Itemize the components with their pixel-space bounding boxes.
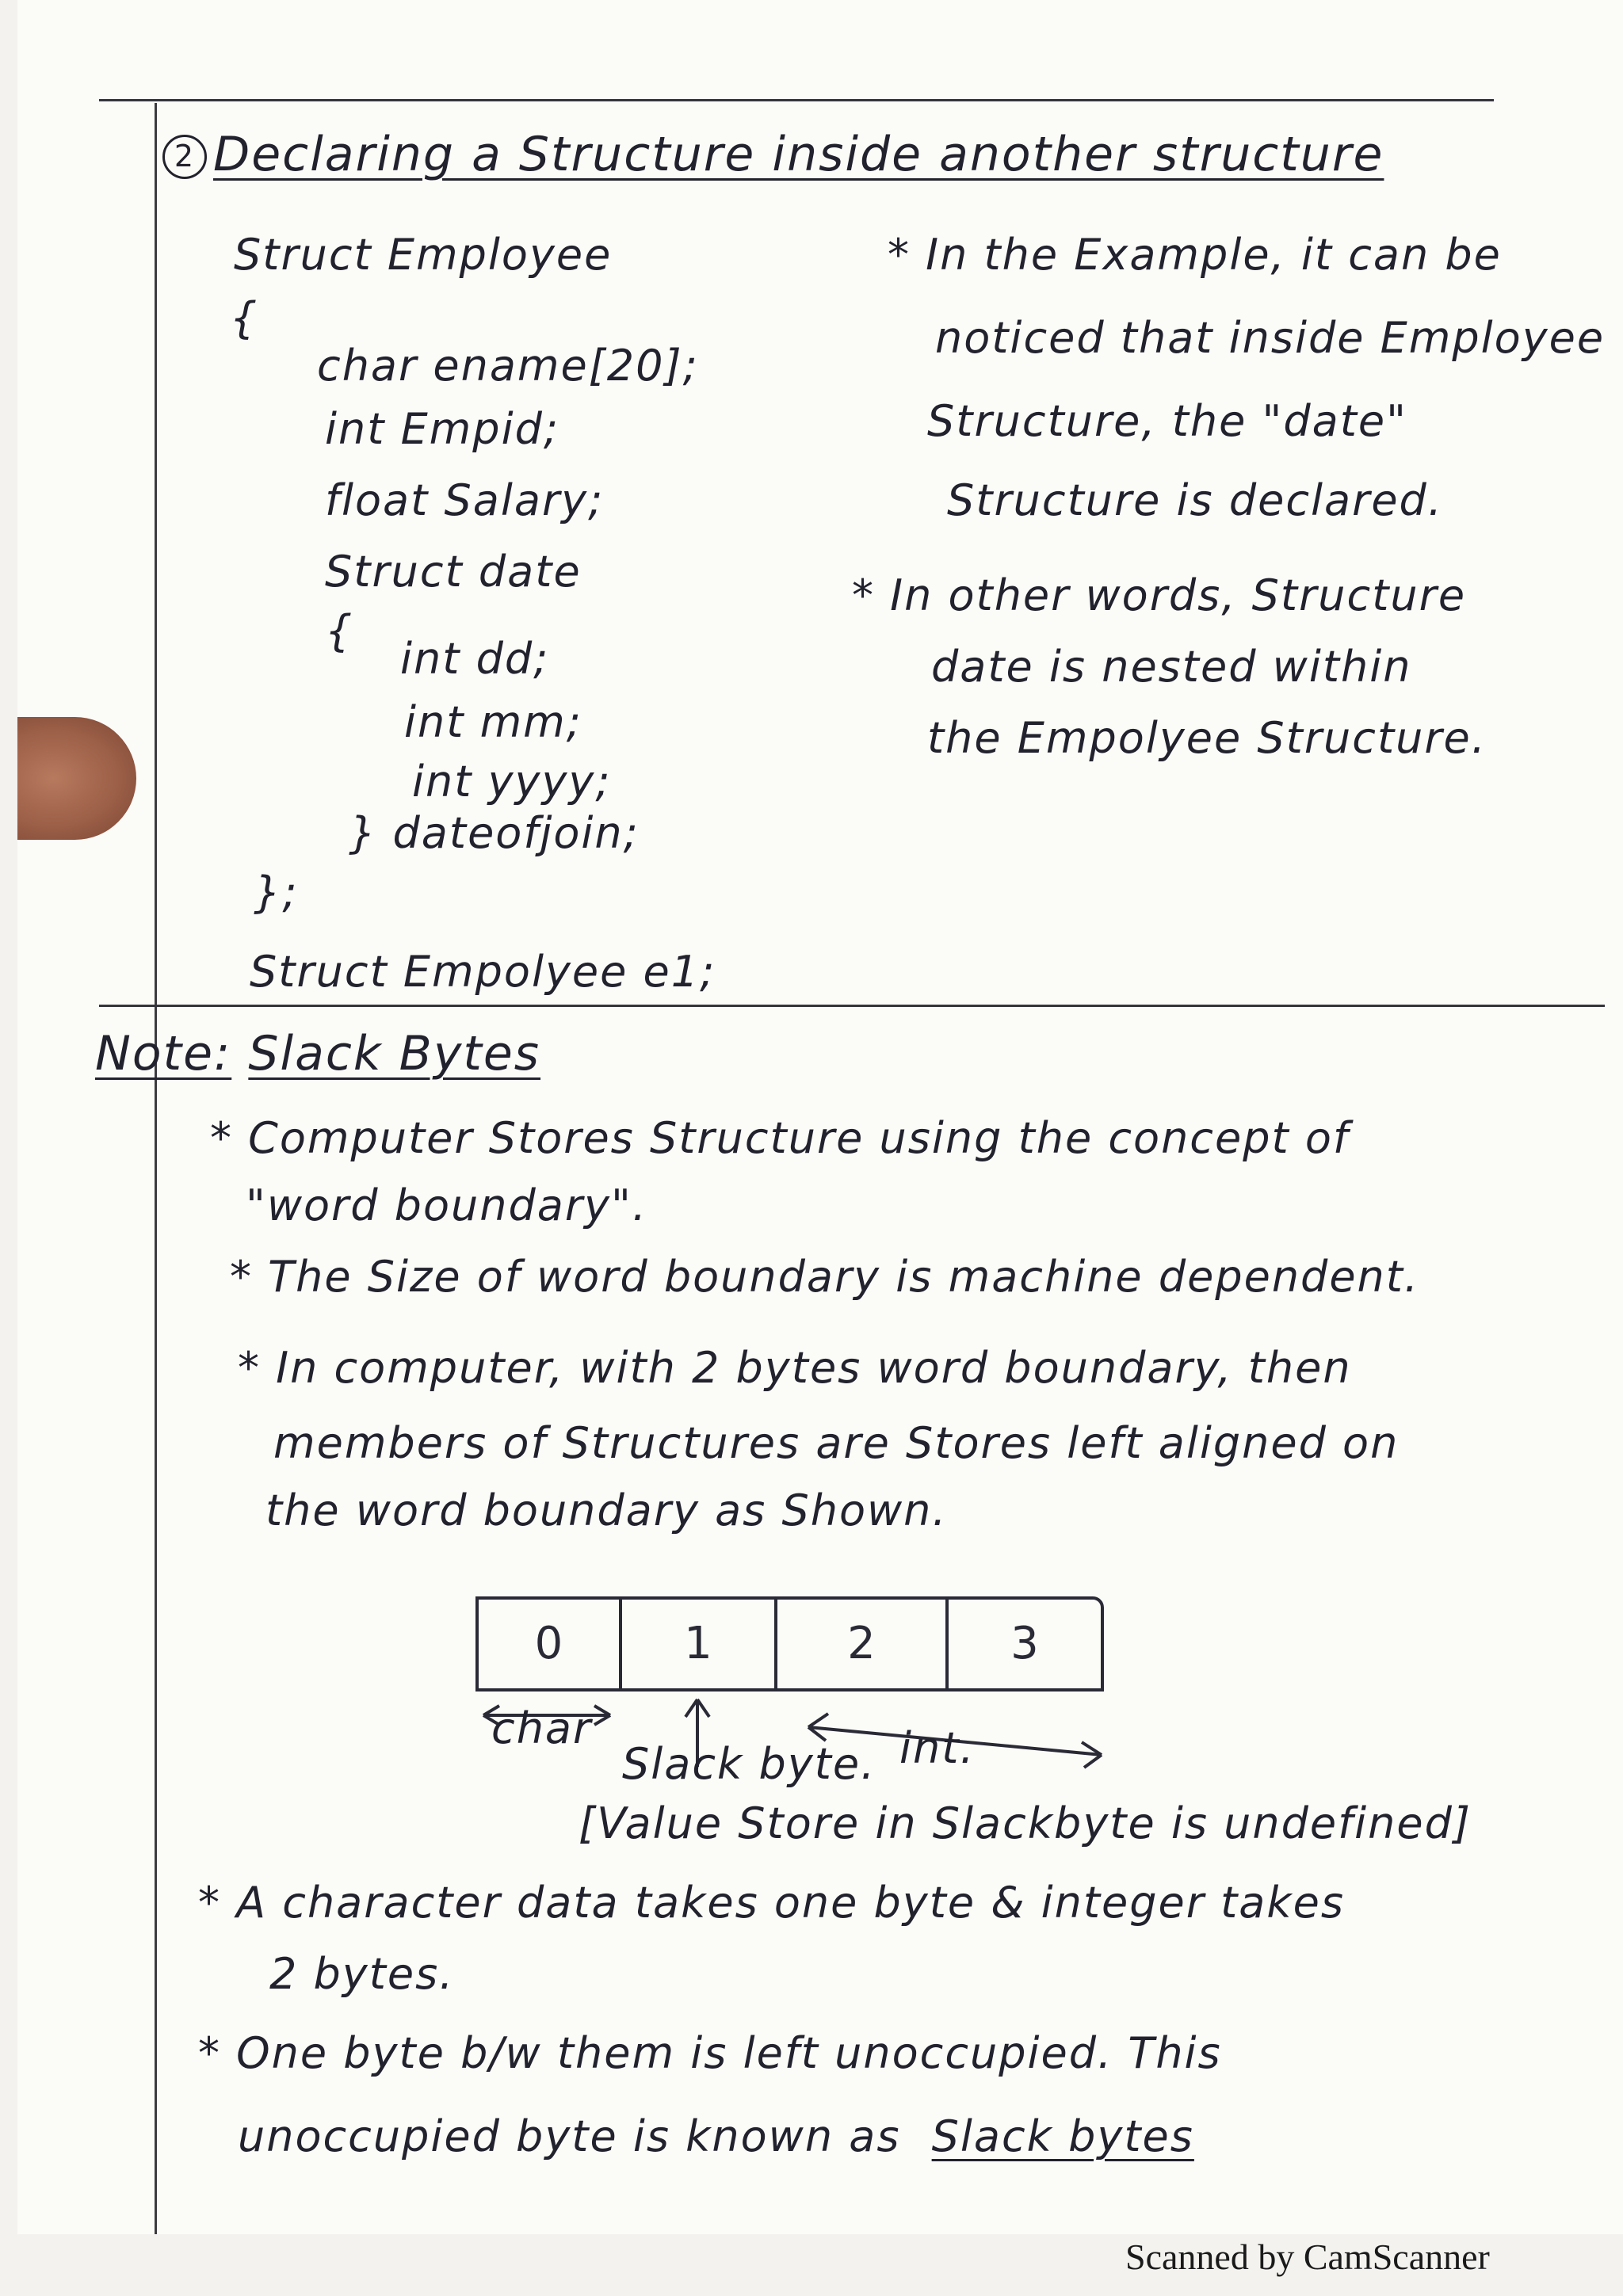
note-line: the word boundary as Shown. [265,1486,948,1535]
char-label: char [491,1703,593,1753]
note-line: members of Structures are Stores left aligned on [273,1418,1400,1468]
bottom-line: * A character data takes one byte & integer takes [198,1878,1345,1928]
finger-shadow [17,717,136,840]
byte-cell: 3 [945,1596,1104,1691]
code-line: char ename[20]; [317,341,699,391]
heading-text: Declaring a Structure inside another structure [213,127,1384,182]
code-line: int dd; [400,634,550,684]
bottom-line: unoccupied byte is known as [238,2111,901,2161]
code-line: float Salary; [325,475,605,525]
note-line: * The Size of word boundary is machine dependent. [230,1252,1420,1302]
bottom-line: * One byte b/w them is left unoccupied. This [198,2028,1222,2078]
byte-cell: 2 [774,1596,949,1691]
slack-label: Slack byte. [622,1739,876,1789]
code-line: int mm; [404,697,582,747]
explanation-line: * In the Example, it can be [888,230,1502,280]
code-line: int Empid; [325,404,560,454]
note-heading [95,1026,540,1081]
int-label: int. [899,1723,976,1773]
note-line: "word boundary". [246,1180,647,1230]
code-line: } dateofjoin; [349,808,640,858]
code-line: { [325,606,354,656]
code-line: Struct date [325,547,582,597]
note-line: * Computer Stores Structure using the concept of [210,1113,1350,1163]
code-line: }; [254,868,299,917]
section-divider [99,1005,1605,1007]
heading [162,127,1384,182]
note-title: Slack Bytes [248,1026,541,1081]
byte-cell-slack: 1 [619,1596,777,1691]
code-line: { [230,293,259,343]
heading-number: 2 [162,135,207,179]
bottom-line: 2 bytes. [269,1949,455,1999]
slack-bytes-emphasis: Slack bytes [931,2111,1194,2161]
code-line: Struct Empolyee e1; [250,947,716,997]
diagram-caption: [Value Store in Slackbyte is undefined] [579,1798,1472,1848]
note-line: * In computer, with 2 bytes word boundary, then [238,1343,1352,1393]
explanation-line: noticed that inside Employee [935,313,1606,363]
top-rule [99,99,1494,101]
code-line: int yyyy; [412,757,612,807]
explanation-line: Structure, the "date" [927,396,1407,446]
scanner-watermark: Scanned by CamScanner [1125,2237,1490,2277]
note-label: Note: [95,1026,232,1081]
byte-cell: 0 [475,1596,622,1691]
bottom-line-last [238,2111,1194,2161]
margin-line [155,103,157,2234]
explanation-line: the Empolyee Structure. [927,713,1487,763]
explanation-line: Structure is declared. [947,475,1444,525]
code-line: Struct Employee [234,230,613,280]
explanation-line: * In other words, Structure [852,570,1467,620]
explanation-line: date is nested within [931,642,1412,692]
